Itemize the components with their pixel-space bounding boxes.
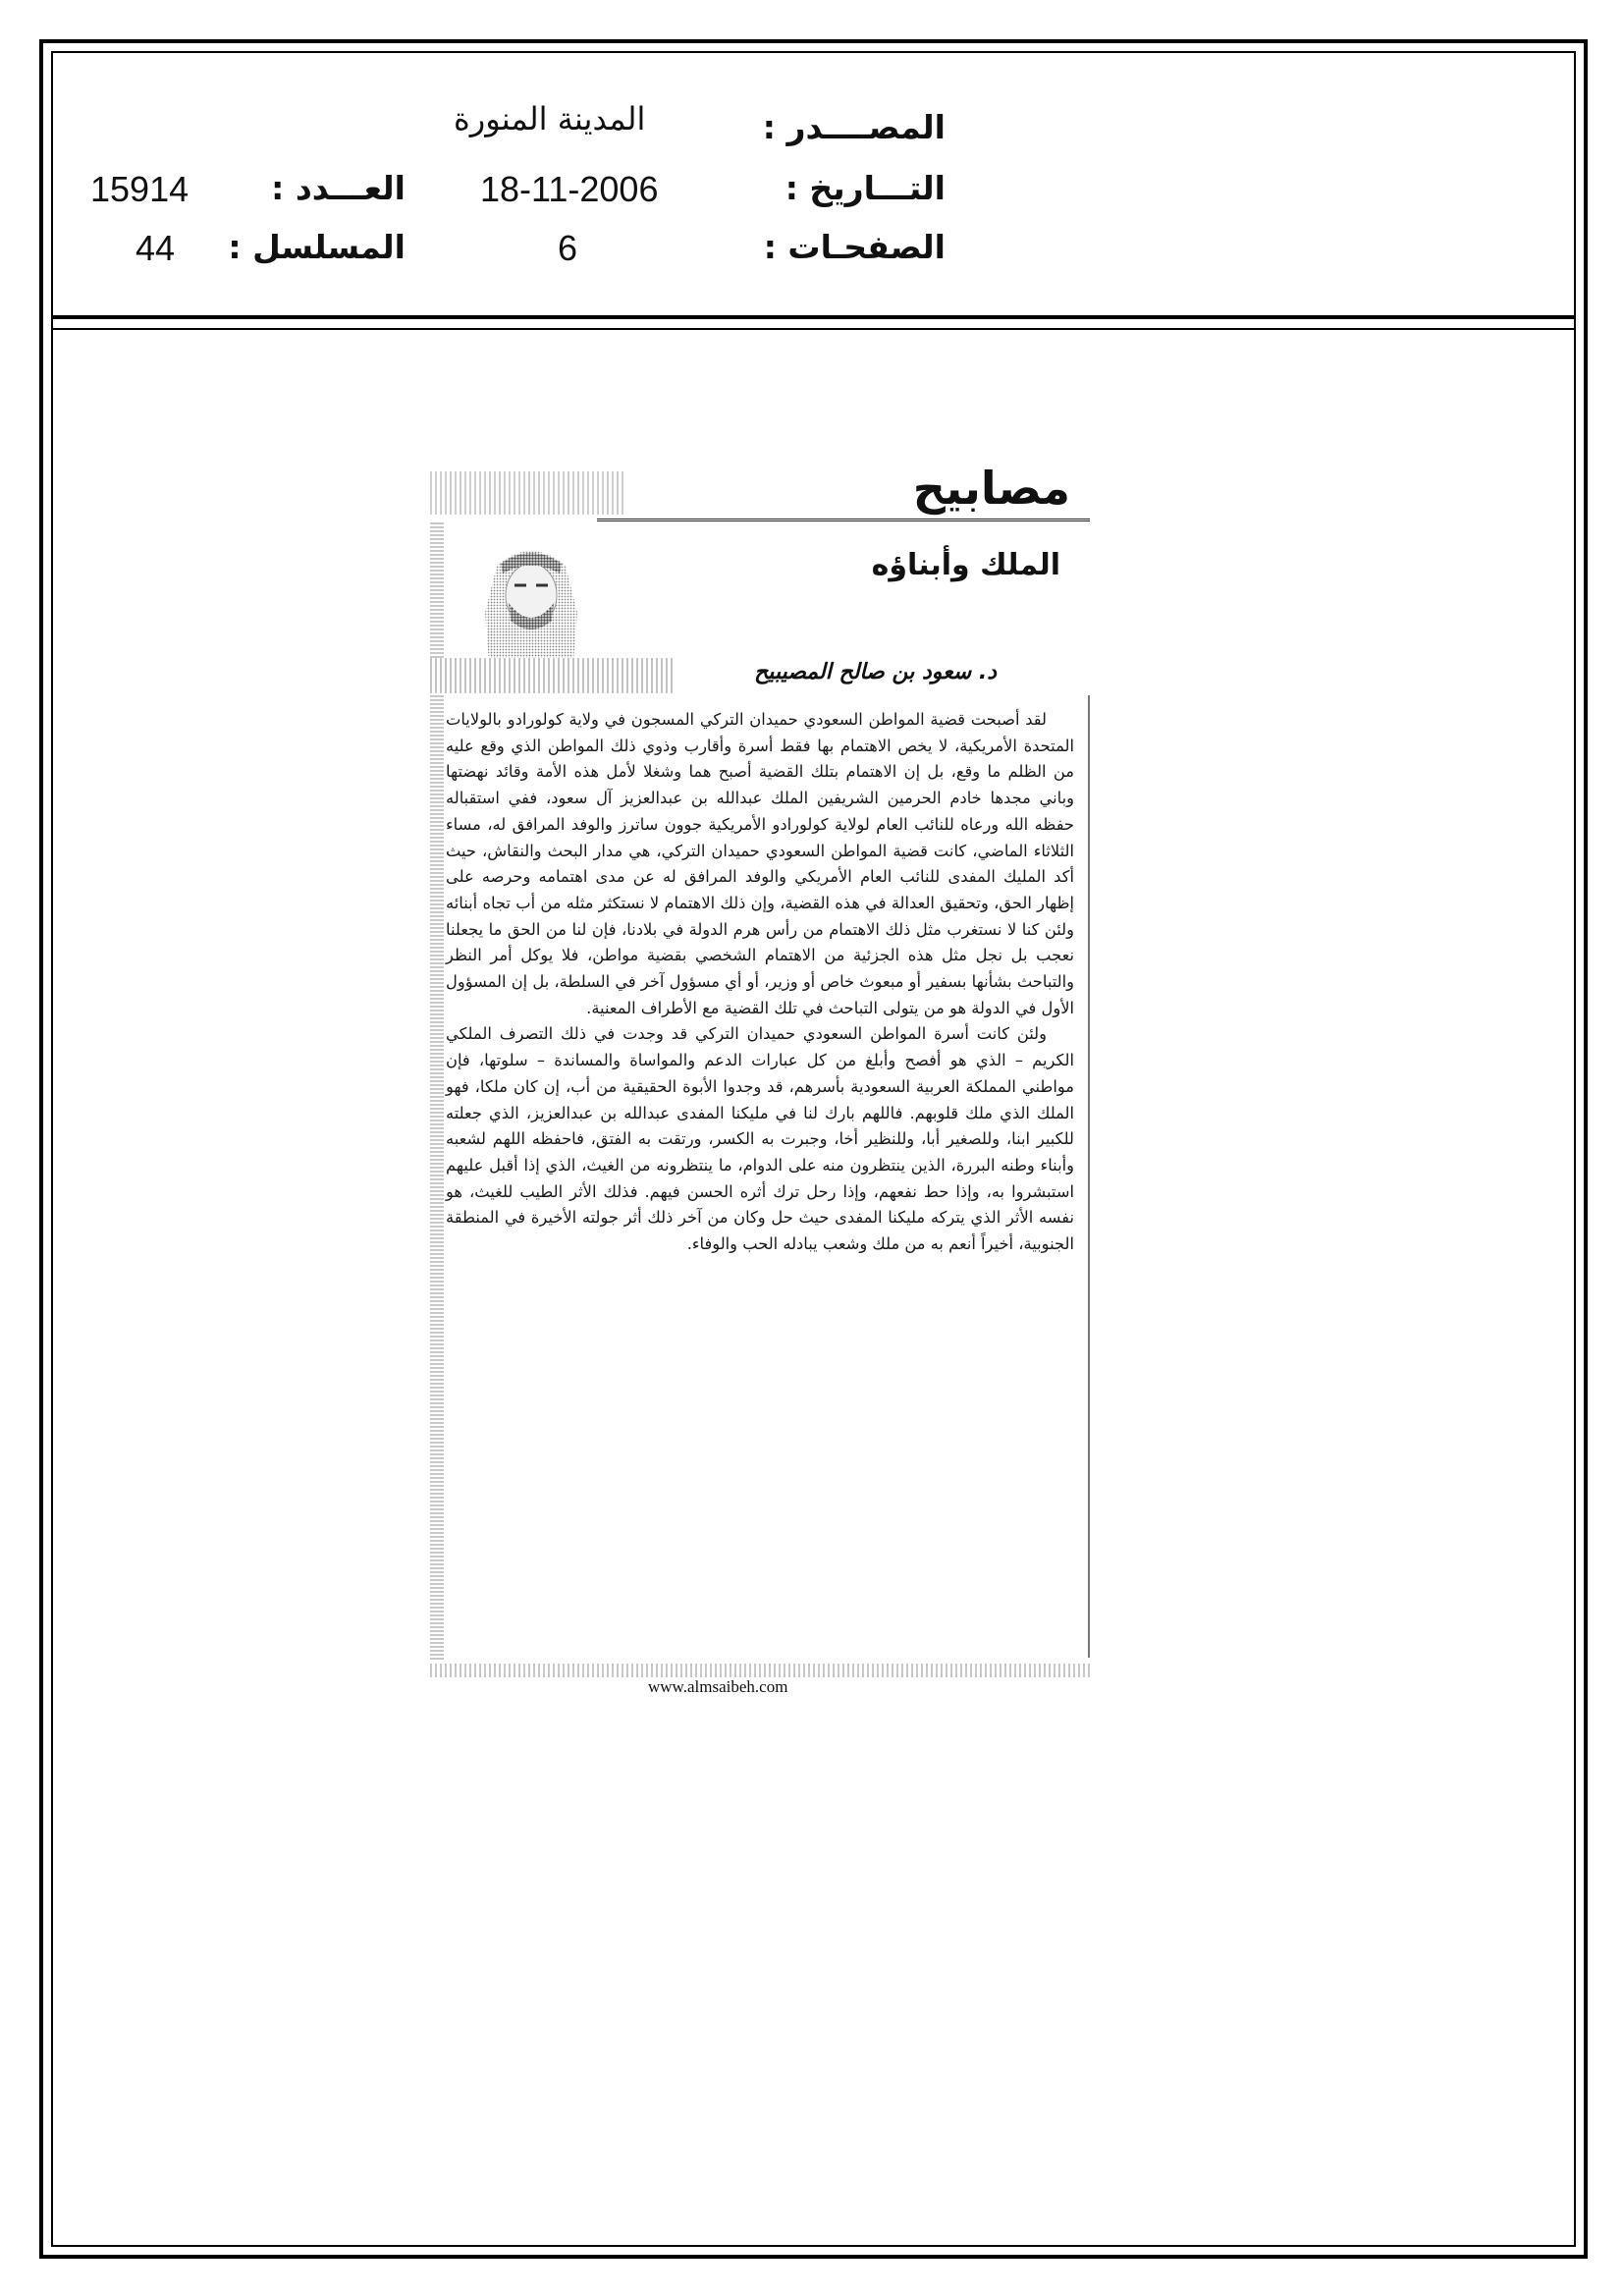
author-portrait-image bbox=[458, 524, 605, 672]
header-divider-thin bbox=[51, 328, 1576, 330]
pages-label: الصفحـات : bbox=[763, 228, 946, 266]
date-value: 18-11-2006 bbox=[480, 169, 659, 209]
newspaper-clipping bbox=[430, 462, 1090, 1709]
issue-value: 15914 bbox=[90, 169, 189, 209]
author-byline: د. سعود بن صالح المصيبيح bbox=[754, 660, 997, 684]
header-divider bbox=[51, 315, 1576, 319]
article-paragraph-2: ولئن كانت أسرة المواطن السعودي حميدان التركي قد وجدت في ذلك التصرف الملكي الكريم – الذي هو أفصح وأبلغ من كل عبارات الدعم والمواساة والمساندة – سلوتها، فإن مواطني المملكة العربية السعودية بأسرهم، قد وجدوا الأبوة الحقيقية من أب، إن كان ملكا، فهو الملك الذي ملك قلوبهم. فاللهم بارك لنا في مليكنا المفدى عبدالله بن عبدالعزيز، الذي جعلته للكبير ابنا، وللصغير أبا، وللنظير أخا، وجبرت به الكسر، ورتقت به الفتق، فاحفظه اللهم لشعبه وأبناء وطنه البررة، الذين ينتظرون منه على الدوام، ما ينتظرونه من الغيث، الذي إذا أقبل عليهم استبشروا به، وإذا حط نفعهم، وإذا رحل ترك أثره الحسن فيهم. فذلك الأثر الطيب للغيث، هو نفسه الأثر الذي يتركه مليكنا المفدى حيث حل وكان من آخر ذلك أثر جولته الأخيرة في المنطقة الجنوبية، أخيراً أنعم به من ملك وشعب يبادله الحب والوفاء. bbox=[446, 1024, 1074, 1254]
bottom-hatch bbox=[430, 1664, 1090, 1677]
pages-value: 6 bbox=[558, 228, 578, 268]
article-headline: الملك وأبناؤه bbox=[871, 548, 1060, 582]
date-label: التـــاريخ : bbox=[784, 169, 946, 207]
title-rule bbox=[597, 519, 1090, 521]
issue-label: العـــدد : bbox=[271, 169, 406, 207]
article-body bbox=[446, 707, 1074, 1258]
website-url: www.almsaibeh.com bbox=[648, 1677, 788, 1696]
source-label: المصــــدر : bbox=[762, 108, 946, 146]
title-hatch bbox=[430, 471, 626, 515]
serial-label: المسلسل : bbox=[228, 228, 406, 266]
article-right-border bbox=[1088, 695, 1090, 1658]
serial-value: 44 bbox=[135, 228, 176, 268]
column-title: مصابيح bbox=[912, 462, 1070, 515]
article-paragraph-1: لقد أصبحت قضية المواطن السعودي حميدان التركي المسجون في ولاية كولورادو بالولايات المتحدة الأمريكية، لا يخص الاهتمام بها فقط أسرة وأقارب وذوي ذلك المواطن الذي وقع عليه من الظلم ما وقع، بل إن الاهتمام بتلك القضية أصبح هما وشغلا لأمل هذه الأمة وقائد نهضتها وباني مجدها خادم الحرمين الشريفين الملك عبدالله بن عبدالعزيز آل سعود، ففي استقباله حفظه الله ورعاه للنائب العام لولاية كولورادو الأمريكية جوون ساترز والوفد المرافق له، مساء الثلاثاء الماضي، كانت قضية المواطن السعودي حميدان التركي، هي مدار البحث والنقاش، حيث أكد المليك المفدى للنائب العام الأمريكي والوفد المرافق له عن مدى اهتمامه وحرصه على إظهار الحق، وتحقيق العدالة في هذه القضية، وإن ذلك الاهتمام لا نستكثر مثله من أب تجاه أبنائه ولئن كنا لا نستغرب مثل ذلك الاهتمام من رأس هرم الدولة في بلادنا، فإن لنا من الحق ما يجعلنا نعجب بل نجل مثل هذه الجزئية من الاهتمام الشخصي بقضية مواطن، فلا يوكل أمر النظر والتباحث بشأنها بسفير أو مبعوث خاص أو وزير، أو أي مسؤول آخر في السلطة، بل إن المسؤول الأول في الدولة هو من يتولى التباحث في تلك القضية مع الأطراف المعنية. bbox=[446, 710, 1074, 1017]
source-value: المدينة المنورة bbox=[454, 100, 646, 137]
byline-hatch bbox=[430, 658, 676, 693]
